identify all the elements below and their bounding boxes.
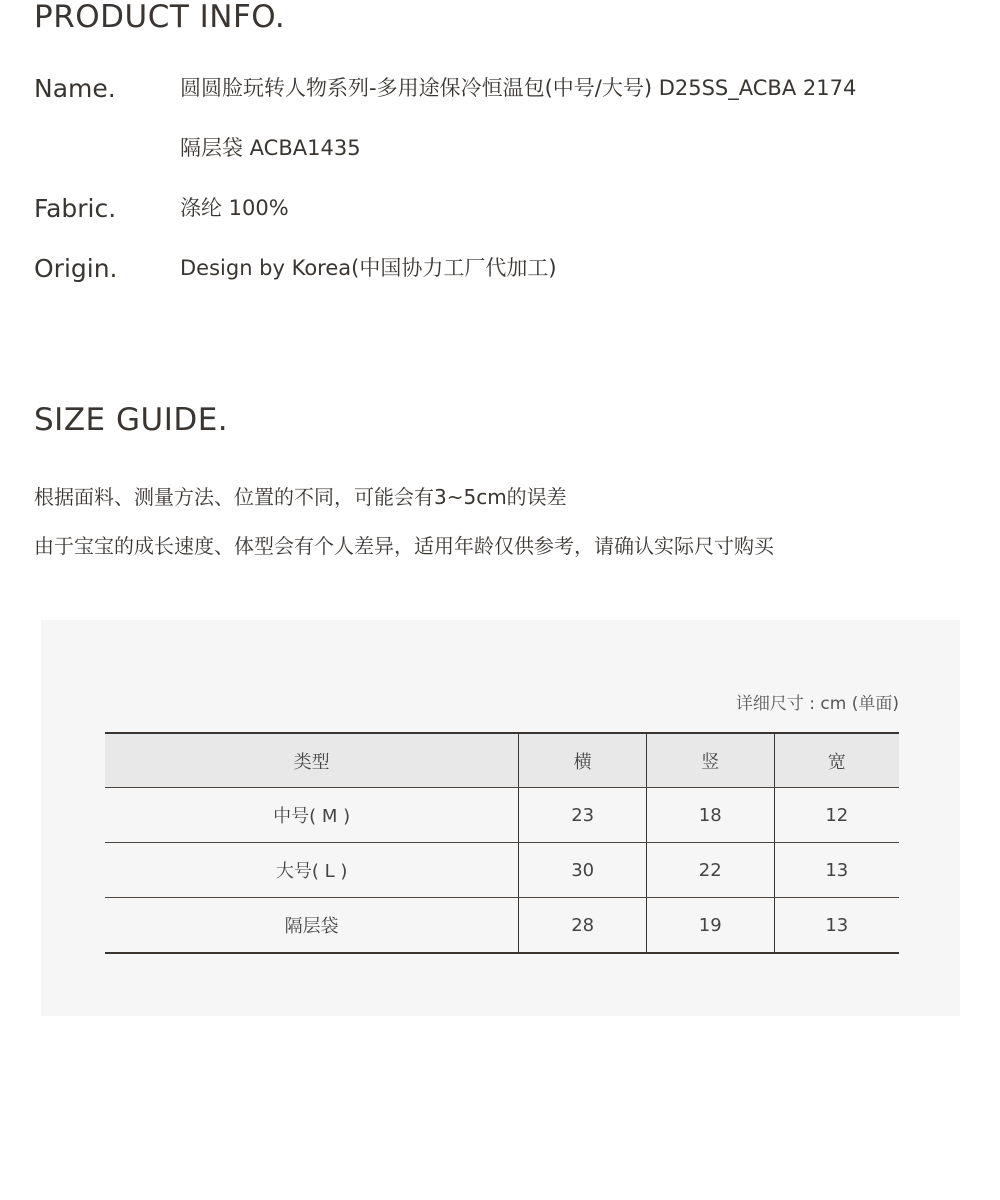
table-cell-height: 18 <box>646 788 774 843</box>
info-row-fabric <box>34 192 974 232</box>
table-cell-height: 19 <box>646 898 774 954</box>
table-row <box>105 788 899 843</box>
table-header-width: 横 <box>519 733 647 788</box>
size-note-tolerance: 根据面料、测量方法、位置的不同，可能会有3~5cm的误差 <box>34 485 567 509</box>
table-cell-type: 中号( M ) <box>105 788 519 843</box>
table-header-height: 竖 <box>646 733 774 788</box>
size-table <box>105 732 899 954</box>
table-cell-type: 大号( L ) <box>105 843 519 898</box>
product-info-title: PRODUCT INFO. <box>34 0 286 35</box>
table-header-depth: 宽 <box>774 733 899 788</box>
table-row <box>105 843 899 898</box>
table-cell-width: 23 <box>519 788 647 843</box>
size-guide-title: SIZE GUIDE. <box>34 402 229 438</box>
size-note-age: 由于宝宝的成长速度、体型会有个人差异，适用年龄仅供参考，请确认实际尺寸购买 <box>34 534 774 558</box>
info-row-name-extra <box>34 132 974 172</box>
table-header-type: 类型 <box>105 733 519 788</box>
info-row-name <box>34 72 974 112</box>
unit-note: 详细尺寸 : cm (单面) <box>735 694 899 714</box>
table-cell-width: 30 <box>519 843 647 898</box>
table-cell-depth: 12 <box>774 788 899 843</box>
info-row-origin <box>34 252 974 292</box>
info-label-fabric: Fabric. <box>34 194 117 223</box>
info-value-name-extra: 隔层袋 ACBA1435 <box>180 136 361 160</box>
size-table-panel <box>41 620 960 1016</box>
info-value-origin: Design by Korea(中国协力工厂代加工) <box>180 256 557 280</box>
table-cell-depth: 13 <box>774 843 899 898</box>
table-row <box>105 898 899 954</box>
table-cell-width: 28 <box>519 898 647 954</box>
table-header-row <box>105 733 899 788</box>
info-label-origin: Origin. <box>34 254 118 283</box>
table-cell-type: 隔层袋 <box>105 898 519 954</box>
info-label-name: Name. <box>34 74 116 103</box>
info-value-fabric: 涤纶 100% <box>180 196 289 220</box>
table-cell-depth: 13 <box>774 898 899 954</box>
table-cell-height: 22 <box>646 843 774 898</box>
info-value-name: 圆圆脸玩转人物系列-多用途保冷恒温包(中号/大号) D25SS_ACBA 2174 <box>180 76 857 100</box>
